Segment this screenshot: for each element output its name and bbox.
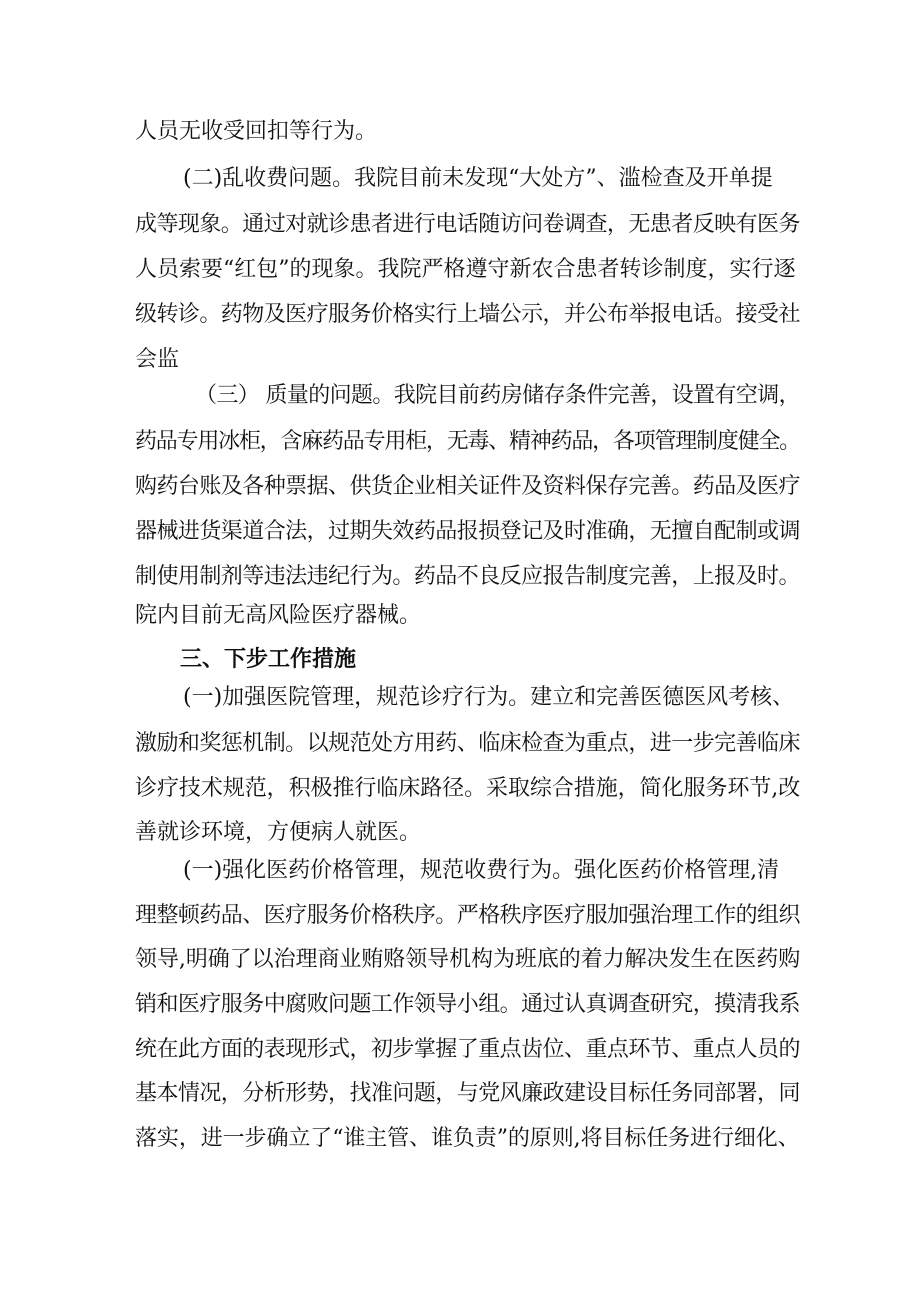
- paragraph-line: 善就诊环境，方便病人就医。: [135, 820, 422, 845]
- paragraph-line: 成等现象。通过对就诊患者进行电话随访问卷调查，无患者反映有医务: [135, 212, 800, 237]
- paragraph-line: 人员索要“红包”的现象。我院严格遵守新农合患者转诊制度，实行逐: [135, 257, 796, 282]
- paragraph-line: 院内目前无高风险医疗器械。: [135, 603, 422, 628]
- paragraph-line: 统在此方面的表现形式，初步掌握了重点齿位、重点环节、重点人员的: [135, 1037, 800, 1062]
- paragraph-line: 级转诊。药物及医疗服务价格实行上墙公示，并公布举报电话。接受社: [135, 302, 800, 327]
- paragraph-line: 基本情况，分析形势，找准问题，与党风廉政建设目标任务同部署，同: [135, 1081, 800, 1106]
- section-heading: 三、下步工作措施: [180, 647, 357, 672]
- paragraph-line: 销和医疗服务中腐败问题工作领导小组。通过认真调查研究，摸清我系: [135, 992, 800, 1017]
- paragraph-line: 人员无收受回扣等行为。: [135, 119, 378, 144]
- paragraph-line: 领导,明确了以治理商业贿赂领导机构为班底的着力解决发生在医药购: [135, 947, 801, 972]
- paragraph-line: 落实，进一步确立了“谁主管、谁负责”的原则,将目标任务进行细化、: [135, 1126, 800, 1151]
- paragraph-line: （三） 质量的问题。我院目前药房储存条件完善，设置有空调，: [195, 383, 801, 408]
- paragraph-line: 诊疗技术规范，积极推行临床路径。采取综合措施，简化服务环节,改: [135, 776, 801, 801]
- paragraph-line: 器械进货渠道合法，过期失效药品报损登记及时准确，无擅自配制或调: [135, 519, 800, 544]
- paragraph-line: 药品专用冰柜，含麻药品专用柜，无毒、精神药品，各项管理制度健全。: [135, 429, 800, 454]
- paragraph-line: 理整顿药品、医疗服务价格秩序。严格秩序医疗服加强治理工作的组织: [135, 903, 800, 928]
- paragraph-line: (一)加强医院管理，规范诊疗行为。建立和完善医德医风考核、: [183, 685, 795, 710]
- paragraph-line: 制使用制剂等违法违纪行为。药品不良反应报告制度完善，上报及时。: [135, 564, 800, 589]
- paragraph-line: 购药台账及各种票据、供货企业相关证件及资料保存完善。药品及医疗: [135, 474, 800, 499]
- paragraph-line: (一)强化医药价格管理，规范收费行为。强化医药价格管理,清: [183, 858, 780, 883]
- paragraph-line: 会监: [135, 347, 180, 372]
- paragraph-line: (二)乱收费问题。我院目前未发现“大处方”、滥检查及开单提: [183, 166, 773, 191]
- paragraph-line: 激励和奖惩机制。以规范处方用药、临床检查为重点，进一步完善临床: [135, 731, 800, 756]
